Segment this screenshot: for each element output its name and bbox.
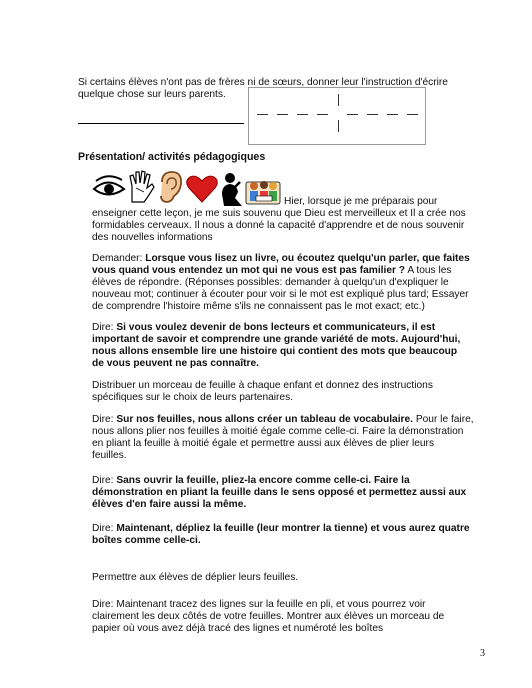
p5-line-3: en pliant la feuille à moitié égale et permettre aussi aux élèves de plier leurs — [92, 438, 435, 449]
p2-bold-2: vous quand vous entendez un mot qui ne vous est pas familier ? — [92, 265, 406, 276]
p2-line-3: élèves de répondre. (Réponses possibles: demander à quelqu'un d'expliquer le — [92, 277, 449, 288]
children-reading-icon — [246, 181, 280, 204]
intro-line-2: quelque chose sur leurs parents. — [78, 89, 226, 100]
p5-line-2: nous allons plier nos feuilles à moitié égale comme celle-ci. Faire la démonstration — [92, 426, 464, 437]
p3-line-1 — [92, 322, 435, 334]
p1-line-1: Hier, lorsque je me préparais pour — [284, 196, 438, 207]
p2-lead: Demander: — [92, 253, 146, 264]
p3-bold-1: Si vous voulez devenir de bons lecteurs et communicateurs, il est — [116, 322, 436, 333]
fold-dash — [317, 114, 328, 115]
fold-dash — [367, 114, 378, 115]
p8-line-1: Permettre aux élèves de déplier leurs feuilles. — [92, 572, 299, 583]
fold-vertical-dash — [338, 94, 339, 106]
heart-icon — [187, 176, 218, 202]
p7-line-2: boîtes comme celle-ci. — [92, 535, 201, 546]
p2-bold-1: Lorsque vous lisez un livre, ou écoutez quelqu'un parler, que faites — [145, 253, 470, 264]
p5-line-1 — [92, 414, 474, 426]
p5-rest-1: Pour le faire, — [413, 414, 474, 425]
fold-dash — [257, 114, 268, 115]
fold-dash — [347, 114, 358, 115]
senses-icons — [92, 168, 282, 208]
p6-bold-1: Sans ouvrir la feuille, pliez-la encore comme celle-ci. Faire la — [116, 475, 410, 486]
fold-dash — [297, 114, 308, 115]
p6-lead: Dire: — [92, 475, 117, 486]
p3-lead: Dire: — [92, 322, 117, 333]
intro-line-1: Si certains élèves n'ont pas de frères ni de sœurs, donner leur l'instruction d'écrire — [78, 77, 448, 88]
p3-line-2: important de savoir et comprendre une grande variété de mots. Aujourd'hui, — [92, 334, 461, 345]
fold-dash — [387, 114, 398, 115]
answer-line — [78, 123, 244, 124]
folded-sheet-diagram — [248, 87, 426, 145]
p3-line-4: de vous peuvent ne pas connaître. — [92, 358, 260, 369]
p6-line-1 — [92, 475, 410, 487]
p2-line-2 — [92, 265, 452, 277]
p9-line-2: clairement les deux côtés de votre feuilles. Montrer aux élèves un morceau de — [92, 611, 445, 622]
p2-line-4: nouveau mot; continuer à écouter pour voir si le mot est expliqué plus tard; Essayer — [92, 289, 469, 300]
p6-line-3: élèves d'en faire aussi la même. — [92, 499, 247, 510]
p5-line-4: feuilles. — [92, 450, 127, 461]
fold-dash — [277, 114, 288, 115]
p5-lead: Dire: — [92, 414, 117, 425]
eye-icon — [94, 176, 124, 194]
p3-line-3: nous allons ensemble lire une histoire qui contient des mots que beaucoup — [92, 346, 458, 357]
fold-vertical-dash — [338, 120, 339, 132]
p1-line-2: enseigner cette leçon, je me suis souvenu que Dieu est merveilleux et Il a crée nos — [92, 208, 466, 219]
p2-line-1 — [92, 253, 470, 265]
p4-line-1: Distribuer un morceau de feuille à chaque enfant et donnez des instructions — [92, 380, 433, 391]
section-heading: Présentation/ activités pédagogiques — [78, 151, 266, 163]
p7-bold-1: Maintenant, dépliez la feuille (leur montrer la tienne) et vous aurez quatre — [116, 523, 470, 534]
p7-lead: Dire: — [92, 523, 117, 534]
p9-line-3: papier où vous avez déjà tracé des lignes et numéroté les boîtes — [92, 623, 384, 634]
p6-line-2: démonstration en pliant la feuille dans le sens opposé et permettez aussi aux — [92, 487, 467, 498]
p5-bold-1: Sur nos feuilles, nous allons créer un tableau de vocabulaire. — [116, 414, 413, 425]
page-number: 3 — [480, 648, 485, 659]
p2-rest-2: A tous les — [405, 265, 452, 276]
p1-line-3: formidables cerveaux. Il nous a donné la capacité d'apprendre et de nous souvenir — [92, 220, 465, 231]
ear-icon — [161, 172, 181, 202]
praying-person-icon — [222, 173, 242, 206]
fold-dash — [407, 114, 418, 115]
p2-line-5: de comprendre l'histoire même s'ils ne connaissent pas le mot exact; etc.) — [92, 301, 425, 312]
p1-line-4: des nouvelles informations — [92, 232, 213, 243]
hand-icon — [130, 171, 154, 202]
p7-line-1 — [92, 523, 470, 535]
p9-line-1: Dire: Maintenant tracez des lignes sur la feuille en pli, et vous pourrez voir — [92, 599, 426, 610]
p4-line-2: spécifiques sur le choix de leurs partenaires. — [92, 392, 294, 403]
